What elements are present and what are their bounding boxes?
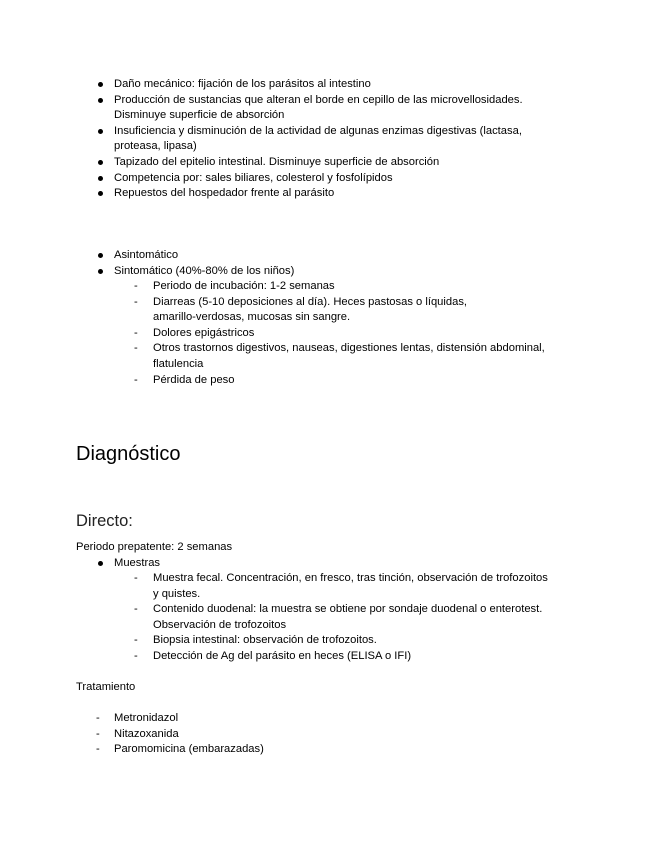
dash-icon: - [134, 327, 138, 339]
dash-icon: - [96, 728, 100, 740]
dash-icon: - [134, 634, 138, 646]
list-item: Sintomático (40%-80% de los niños) [114, 265, 295, 277]
list-item: Tapizado del epitelio intestinal. Disminuye superficie de absorción [114, 156, 440, 168]
dash-icon: - [134, 280, 138, 292]
sub-list-item: Biopsia intestinal: observación de trofozoitos. [153, 634, 377, 646]
sub-list-item: Contenido duodenal: la muestra se obtiene por sondaje duodenal o enterotest. [153, 603, 543, 615]
dash-icon: - [134, 572, 138, 584]
list-item: Muestras [114, 557, 161, 569]
sub-list-item: Diarreas (5-10 deposiciones al día). Heces pastosas o líquidas, [153, 296, 468, 308]
list-item-continuation: Disminuye superficie de absorción [114, 109, 285, 121]
sub-list-item: Otros trastornos digestivos, nauseas, digestiones lentas, distensión abdominal, [153, 342, 545, 354]
tratamiento-heading: Tratamiento [76, 681, 136, 693]
sub-list-item: Pérdida de peso [153, 374, 235, 386]
bullet-icon [98, 176, 103, 181]
diagnostico-heading: Diagnóstico [76, 443, 181, 465]
bullet-icon [98, 129, 103, 134]
list-item: Daño mecánico: fijación de los parásitos al intestino [114, 78, 371, 90]
sub-list-item-continuation: flatulencia [153, 358, 204, 370]
bullet-icon [98, 98, 103, 103]
bullet-icon [98, 160, 103, 165]
list-item: Asintomático [114, 249, 179, 261]
list-item: Repuestos del hospedador frente al parásito [114, 187, 335, 199]
dash-icon: - [134, 603, 138, 615]
list-item: Metronidazol [114, 712, 179, 724]
list-item: Insuficiencia y disminución de la actividad de algunas enzimas digestivas (lactasa, [114, 125, 522, 137]
sub-list-item-continuation: amarillo-verdosas, mucosas sin sangre. [153, 311, 351, 323]
sub-list-item: Periodo de incubación: 1-2 semanas [153, 280, 335, 292]
bullet-icon [98, 82, 103, 87]
list-item: Producción de sustancias que alteran el borde en cepillo de las microvellosidades. [114, 94, 523, 106]
dash-icon: - [134, 374, 138, 386]
dash-icon: - [134, 296, 138, 308]
sub-list-item: Detección de Ag del parásito en heces (ELISA o IFI) [153, 650, 412, 662]
sub-list-item-continuation: y quistes. [153, 588, 201, 600]
sub-list-item: Muestra fecal. Concentración, en fresco, tras tinción, observación de trofozoitos [153, 572, 548, 584]
list-item: Paromomicina (embarazadas) [114, 743, 264, 755]
dash-icon: - [134, 342, 138, 354]
list-item-continuation: proteasa, lipasa) [114, 140, 197, 152]
dash-icon: - [96, 743, 100, 755]
prepatente-text: Periodo prepatente: 2 semanas [76, 541, 233, 553]
sub-list-item-continuation: Observación de trofozoitos [153, 619, 287, 631]
directo-heading: Directo: [76, 512, 133, 530]
sub-list-item: Dolores epigástricos [153, 327, 255, 339]
list-item: Nitazoxanida [114, 728, 179, 740]
bullet-icon [98, 269, 103, 274]
dash-icon: - [96, 712, 100, 724]
dash-icon: - [134, 650, 138, 662]
bullet-icon [98, 253, 103, 258]
bullet-icon [98, 191, 103, 196]
list-item: Competencia por: sales biliares, colesterol y fosfolípidos [114, 172, 393, 184]
bullet-icon [98, 561, 103, 566]
